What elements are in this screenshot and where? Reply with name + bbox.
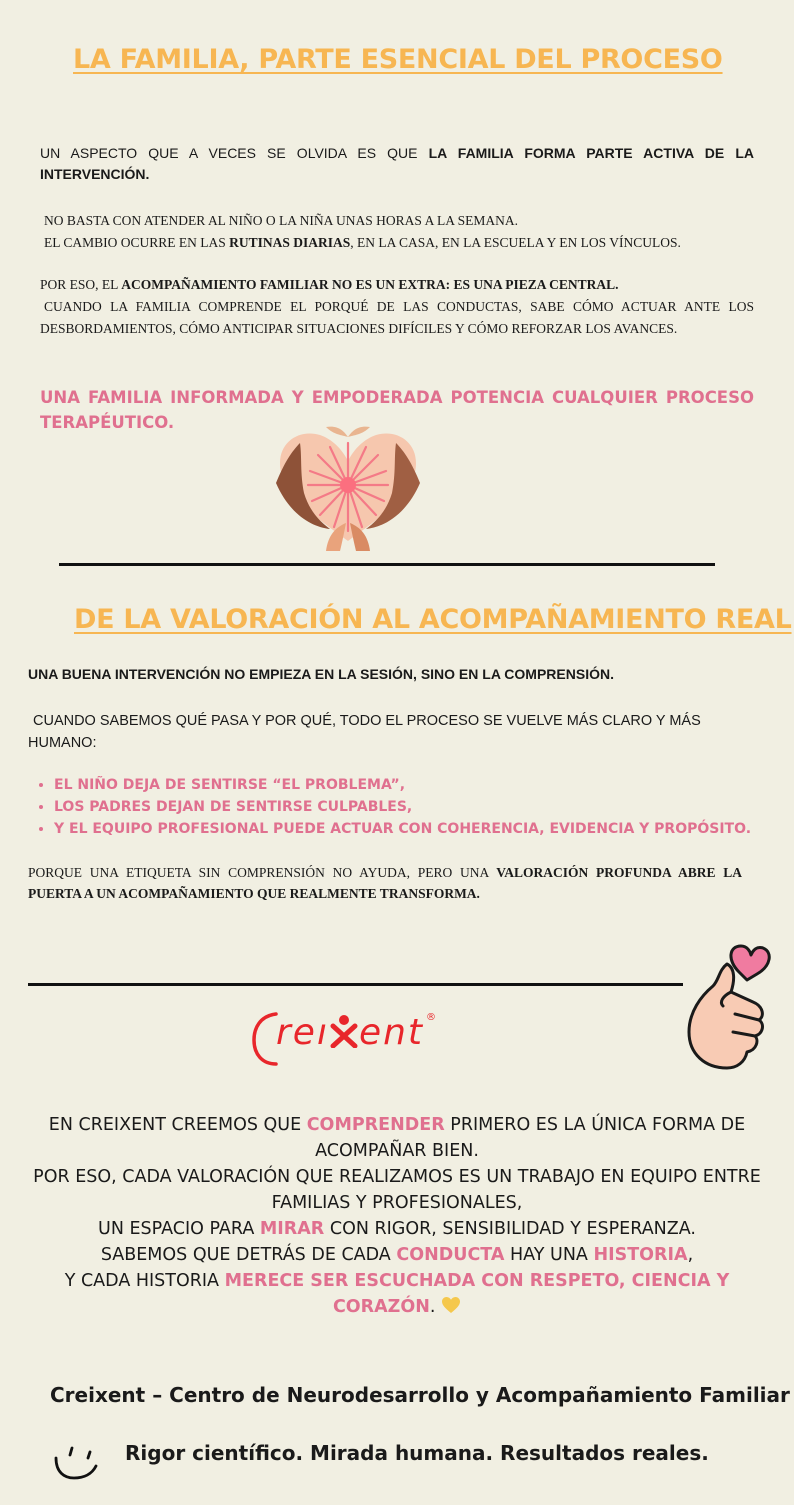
paragraph2-line1: NO BASTA CON ATENDER AL NIÑO O LA NIÑA UNAS HORAS A LA SEMANA. (44, 213, 518, 228)
footer-center-name: Creixent – Centro de Neurodesarrollo y Acompañamiento Familiar (50, 1383, 790, 1407)
paragraph3-line: POR ESO, EL ACOMPAÑAMIENTO FAMILIAR NO ES UN EXTRA: ES UNA PIEZA CENTRAL. (40, 277, 619, 292)
section2-bullet-list (28, 774, 794, 840)
paragraph4: CUANDO LA FAMILIA COMPRENDE EL PORQUÉ DE LAS CONDUCTAS, SABE CÓMO ACTUAR ANTE LOS DESBORDAMIENTOS, CÓMO ANTICIPAR SITUACIONES DIFÍCILES Y CÓMO REFORZAR LOS AVANCES. (40, 299, 754, 336)
section1-highlight: UNA FAMILIA INFORMADA Y EMPODERADA POTENCIA CUALQUIER PROCESO TERAPÉUTICO. (40, 388, 754, 432)
section1-paragraph3 (40, 274, 754, 340)
divider-1 (59, 563, 715, 566)
closing-line-3: UN ESPACIO PARA MIRAR CON RIGOR, SENSIBILIDAD Y ESPERANZA. (98, 1219, 696, 1239)
yellow-heart-icon (441, 1296, 461, 1314)
list-item: • Y EL EQUIPO PROFESIONAL PUEDE ACTUAR CON COHERENCIA, EVIDENCIA Y PROPÓSITO. (54, 818, 794, 840)
divider-2 (28, 983, 683, 986)
closing-line-1: EN CREIXENT CREEMOS QUE COMPRENDER PRIMERO ES LA ÚNICA FORMA DE ACOMPAÑAR BIEN. (48, 1115, 746, 1161)
list-item: • LOS PADRES DEJAN DE SENTIRSE CULPABLES, (54, 796, 794, 818)
intro-bold-text: LA FAMILIA FORMA PARTE ACTIVA DE LA INTERVENCIÓN. (40, 145, 754, 182)
closing-line-2: POR ESO, CADA VALORACIÓN QUE REALIZAMOS ES UN TRABAJO EN EQUIPO ENTRE FAMILIAS Y PROFESIONALES, (33, 1167, 761, 1213)
creixent-logo (250, 1002, 450, 1072)
hands-heart-icon (270, 423, 426, 553)
finger-heart-icon (683, 940, 773, 1076)
section2-title: DE LA VALORACIÓN AL ACOMPAÑAMIENTO REAL (74, 604, 792, 635)
logo-text-end: ent (358, 1012, 425, 1053)
logo-text-start: reı (276, 1012, 329, 1053)
list-item: • EL NIÑO DEJA DE SENTIRSE “EL PROBLEMA”, (54, 774, 794, 796)
section1-paragraph2 (44, 210, 764, 254)
closing-message (30, 1112, 764, 1320)
footer-tagline: Rigor científico. Mirada humana. Resultados reales. (125, 1441, 709, 1465)
intro-text: UN ASPECTO QUE A VECES SE OLVIDA ES QUE (40, 145, 429, 161)
closing-line-4: SABEMOS QUE DETRÁS DE CADA CONDUCTA HAY UNA HISTORIA, (100, 1245, 694, 1265)
section2-paragraph1: CUANDO SABEMOS QUÉ PASA Y POR QUÉ, TODO EL PROCESO SE VUELVE MÁS CLARO Y MÁS HUMANO: (28, 713, 701, 751)
logo-figure-icon (329, 1014, 359, 1048)
closing-line-5: Y CADA HISTORIA MERECE SER ESCUCHADA CON RESPETO, CIENCIA Y CORAZÓN. (64, 1271, 730, 1317)
smile-icon (50, 1442, 102, 1482)
logo-registered: ® (426, 1012, 436, 1023)
section2-paragraph2: PORQUE UNA ETIQUETA SIN COMPRENSIÓN NO AYUDA, PERO UNA VALORACIÓN PROFUNDA ABRE LA PUERTA A UN ACOMPAÑAMIENTO QUE REALMENTE TRANSFORMA. (28, 865, 742, 901)
section2-lead: UNA BUENA INTERVENCIÓN NO EMPIEZA EN LA SESIÓN, SINO EN LA COMPRENSIÓN. (28, 666, 614, 682)
paragraph2-line2: EL CAMBIO OCURRE EN LAS RUTINAS DIARIAS, EN LA CASA, EN LA ESCUELA Y EN LOS VÍNCULOS. (44, 235, 681, 250)
section1-title: LA FAMILIA, PARTE ESENCIAL DEL PROCESO (73, 44, 723, 75)
section1-intro (40, 143, 754, 185)
